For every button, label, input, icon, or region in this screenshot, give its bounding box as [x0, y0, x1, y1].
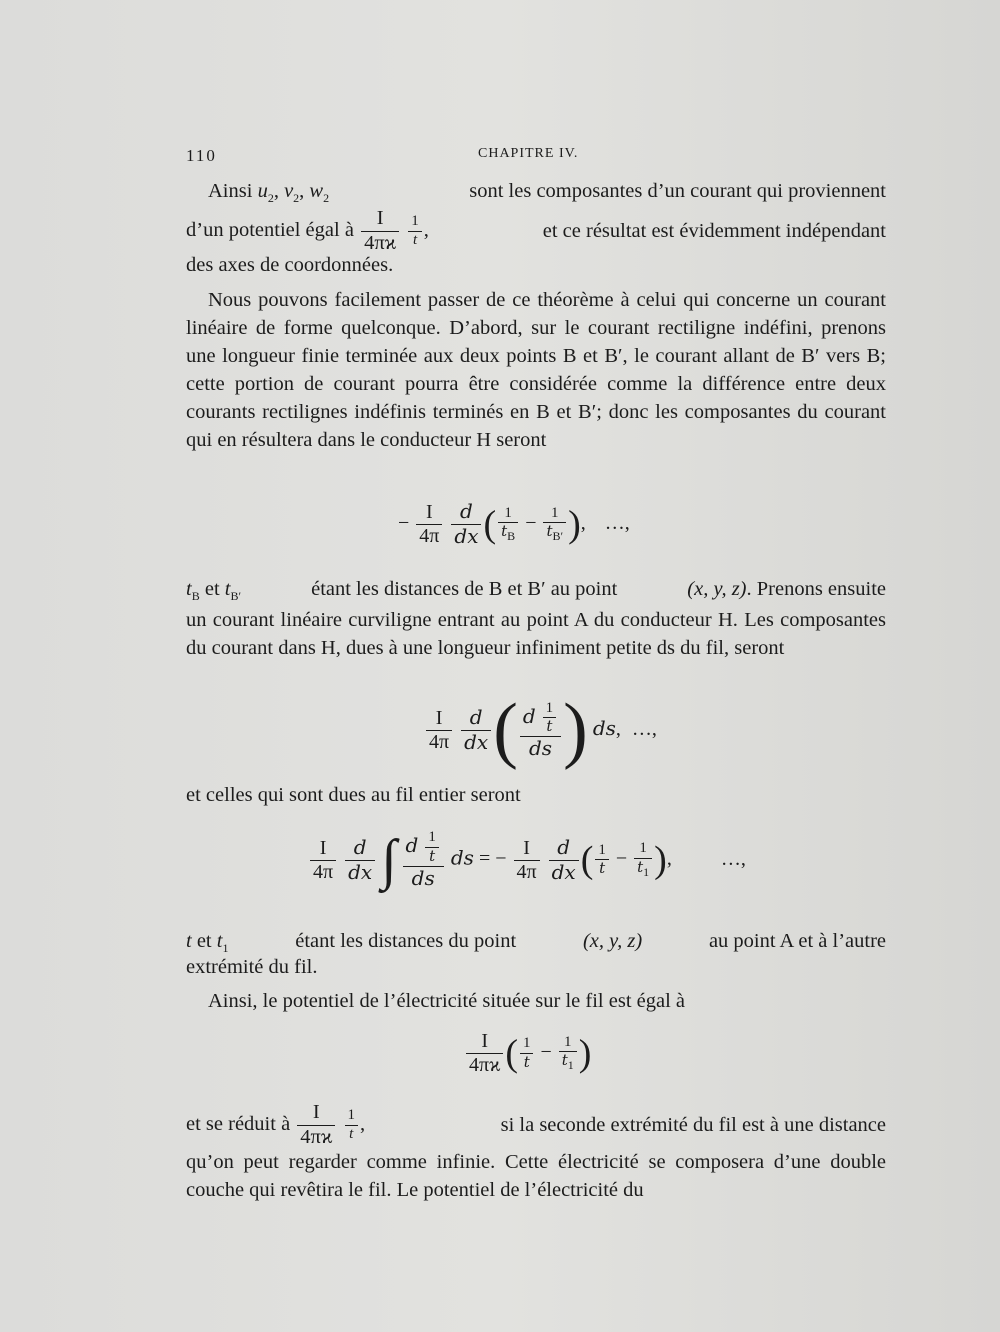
paren-open: (	[483, 503, 497, 546]
var-t: t	[546, 522, 553, 541]
denominator: 4π	[419, 525, 440, 547]
numerator: 1	[543, 505, 566, 523]
text-line1-rest: sont les composantes d’un courant qui proviennent	[469, 180, 886, 202]
fraction-1-over-t1	[634, 840, 652, 879]
fraction-d-inv-t-over-ds	[520, 700, 561, 762]
running-head: CHAPITRE IV.	[478, 146, 579, 161]
numerator: I	[466, 1030, 503, 1054]
paren-close: )	[654, 839, 667, 881]
paragraph-1-line-3: des axes de coordonnées.	[186, 254, 394, 276]
var-v: v	[284, 180, 294, 202]
text-se-reduit: et se réduit à	[186, 1112, 291, 1135]
numerator: I	[310, 837, 336, 861]
minus-sign: −	[540, 1041, 552, 1064]
numerator: 1	[425, 829, 439, 847]
fraction-1-over-tBprime	[543, 505, 566, 544]
denominator: 4πϰ	[300, 1125, 333, 1148]
var-t: t	[216, 930, 223, 952]
var-t: t	[599, 859, 606, 877]
fraction-1-over-t	[520, 1035, 534, 1072]
equation-3: $\frac{I}{4\pi}$ $\frac{d}{dx}$ ∫ d $\frac{1}{t}$ ds ds = − $\frac{I}{4\pi}$ $\frac{d}{dx}$ ( $\frac{1}{t}$ − $\frac{1}{t_1}$ ), …,	[308, 828, 746, 892]
var-ds: ds	[528, 736, 553, 761]
denominator: 4π	[516, 860, 537, 883]
denominator: 4π	[313, 860, 334, 883]
integral-sign: ∫	[381, 829, 397, 891]
numerator: 1	[345, 1107, 359, 1125]
fraction-1-over-t	[425, 829, 439, 866]
fraction-1-over-t	[345, 1107, 359, 1143]
last-paragraph-line-1: et se réduit à $\frac{I}{4\pi ϰ}$ $\frac{1}{t}$ , si la seconde extrémité du fil est à une distance	[186, 1100, 886, 1148]
numerator: I	[514, 837, 540, 861]
paragraph-4: et celles qui sont dues au fil entier seront	[186, 784, 521, 806]
sub-B: B	[507, 529, 516, 544]
var-d: d	[469, 705, 483, 729]
var-ds: ds	[592, 716, 616, 741]
paragraph-1-line-1: Ainsi $u_2$, $v_2$, $w_2$ sont les composantes d’un courant qui proviennent	[208, 180, 886, 206]
derivative-d-dx	[345, 836, 375, 885]
var-u: u	[257, 180, 268, 202]
sub-B: B	[191, 589, 200, 604]
ellipsis: …,	[604, 512, 630, 535]
paren-close: )	[563, 689, 588, 771]
var-t: t	[637, 857, 644, 876]
var-dx: dx	[464, 730, 489, 754]
fraction-1-over-4pikappa	[466, 1030, 503, 1077]
fraction-1-over-4pi	[514, 837, 540, 884]
derivative-d-dx	[451, 500, 481, 549]
numerator: 1	[543, 700, 557, 718]
derivative-d-dx	[549, 836, 579, 885]
fraction-1-over-4pi	[426, 707, 452, 754]
minus-sign: −	[525, 512, 537, 535]
numerator: I	[361, 207, 399, 232]
var-d: d	[405, 833, 419, 858]
numerator: I	[426, 707, 452, 731]
text-seconde-extremite: si la seconde extrémité du fil est à une distance	[500, 1113, 886, 1136]
fraction-1-over-t	[408, 213, 422, 249]
var-w: w	[309, 180, 324, 202]
var-t: t	[186, 930, 192, 952]
denominator	[408, 232, 422, 249]
numerator: 1	[634, 840, 652, 858]
sub-1: 1	[567, 1058, 574, 1073]
fraction-1-over-tB	[498, 505, 518, 544]
point-xyz: (x, y, z)	[687, 578, 747, 600]
paren-open: (	[493, 689, 518, 771]
var-dx: dx	[551, 859, 576, 884]
after-equation-1-line: $t_B$ et $t_{B'}$ étant les distances de B et B′ au point (x, y, z). Prenons ensuite	[186, 578, 886, 604]
paren-open: (	[580, 839, 594, 881]
equation-4	[464, 1030, 591, 1077]
fraction-1-over-4pikappa	[361, 207, 399, 255]
ellipsis: …,	[631, 718, 657, 741]
var-dx: dx	[348, 859, 373, 884]
paren-close: )	[578, 1032, 592, 1075]
sub-2: 2	[267, 191, 274, 206]
equals-sign: =	[478, 847, 491, 870]
after-equation-3-line-2: extrémité du fil.	[186, 956, 318, 978]
fraction-d-inv-t-over-ds	[403, 829, 444, 891]
var-d: d	[557, 834, 571, 859]
numerator: I	[297, 1101, 335, 1126]
paragraph-3: un courant linéaire curviligne entrant au point A du conducteur H. Les composantes du courant dans H, dues à une longueur infiniment petite ds du fil, seront	[186, 609, 886, 659]
var-t: t	[412, 231, 418, 248]
ellipsis: …,	[720, 847, 746, 870]
numerator: 1	[520, 1035, 534, 1053]
paren-open: (	[505, 1032, 518, 1075]
text-ainsi: Ainsi	[208, 180, 253, 202]
paren-close: )	[568, 503, 581, 546]
var-dx: dx	[454, 524, 479, 548]
sub-1: 1	[222, 941, 229, 956]
page-number: 110	[186, 146, 217, 165]
sub-Bprime: B′	[552, 529, 564, 544]
var-d: d	[353, 834, 367, 859]
var-t: t	[349, 1125, 354, 1142]
fraction-1-over-t	[543, 700, 557, 737]
text-distances-B: étant les distances de B et B′ au point	[311, 578, 618, 600]
numerator: 1	[498, 505, 518, 523]
var-t: t	[523, 1052, 530, 1071]
paragraph-5: Ainsi, le potentiel de l’électricité située sur le fil est égal à	[208, 990, 686, 1012]
var-t: t	[186, 578, 192, 600]
var-t: t	[561, 1051, 568, 1070]
sub-2: 2	[323, 191, 330, 206]
fraction-1-over-t1	[559, 1034, 577, 1073]
minus-sign: −	[398, 512, 410, 535]
text-prenons-ensuite: . Prenons ensuite	[746, 578, 886, 600]
fraction-1-over-t	[595, 842, 609, 879]
text-distances-point: étant les distances du point	[295, 930, 517, 952]
var-ds: ds	[450, 845, 474, 870]
sub-Bprime: B′	[230, 589, 242, 604]
derivative-d-dx	[461, 706, 491, 755]
fraction-1-over-4pikappa	[297, 1101, 335, 1149]
equation-1: − $\frac{I}{4\pi}$ $\frac{d}{dx}$ ( $\frac{1}{t_B}$ − $\frac{1}{t_{B'}}$ ), …,	[398, 499, 630, 548]
var-t: t	[224, 578, 231, 600]
denominator: 4πϰ	[469, 1054, 501, 1076]
numerator: I	[416, 501, 442, 525]
sub-1: 1	[643, 864, 650, 879]
var-t: t	[501, 522, 508, 541]
var-d: d	[522, 703, 536, 728]
var-d: d	[460, 499, 473, 523]
minus-sign: −	[495, 847, 507, 870]
paragraph-1-line-2: d’un potentiel égal à $\frac{I}{4\pi ϰ}$ $\frac{1}{t}$ , et ce résultat est évidemment indépendant	[186, 206, 886, 254]
after-equation-3-line: t et $t_1$ étant les distances du point (x, y, z) au point A et à l’autre	[186, 930, 886, 956]
fraction-1-over-4pi	[310, 837, 336, 884]
denominator: 4π	[429, 731, 450, 753]
equation-2: $\frac{I}{4\pi}$ $\frac{d}{dx}$ ( d $\frac{1}{t}$ ds ) ds, …,	[424, 688, 657, 773]
var-ds: ds	[411, 865, 435, 890]
point-xyz: (x, y, z)	[582, 930, 643, 952]
minus-sign: −	[615, 847, 628, 870]
paragraph-2: Nous pouvons facilement passer de ce théorème à celui qui concerne un courant linéaire de forme quelconque. D’abord, sur le courant rectiligne indéfini, prenons une longueur finie terminée aux deux points B et B′, le courant allant de B′ vers B; cette portion de courant pourra être considérée comme la différence entre deux courants rectilignes indéfinis terminés en B et B′; donc les composantes du courant qui en résultera dans le conducteur H seront	[186, 289, 886, 451]
text-point-A: au point A et à l’autre	[708, 930, 886, 952]
fraction-1-over-4pi	[416, 501, 442, 548]
text-potentiel: d’un potentiel égal à	[186, 218, 354, 241]
sub-2: 2	[293, 191, 300, 206]
numerator: 1	[408, 213, 422, 231]
denominator: 4πϰ	[364, 231, 397, 254]
var-t: t	[429, 846, 436, 865]
last-paragraph-rest: qu’on peut regarder comme infinie. Cette électricité se composera d’une double couche qui revêtira le fil. Le potentiel de l’électricité du	[186, 1151, 886, 1201]
numerator: 1	[559, 1034, 577, 1052]
text-line2-rest: et ce résultat est évidemment indépendant	[542, 219, 886, 242]
numerator: 1	[595, 842, 609, 860]
var-t: t	[546, 717, 553, 735]
